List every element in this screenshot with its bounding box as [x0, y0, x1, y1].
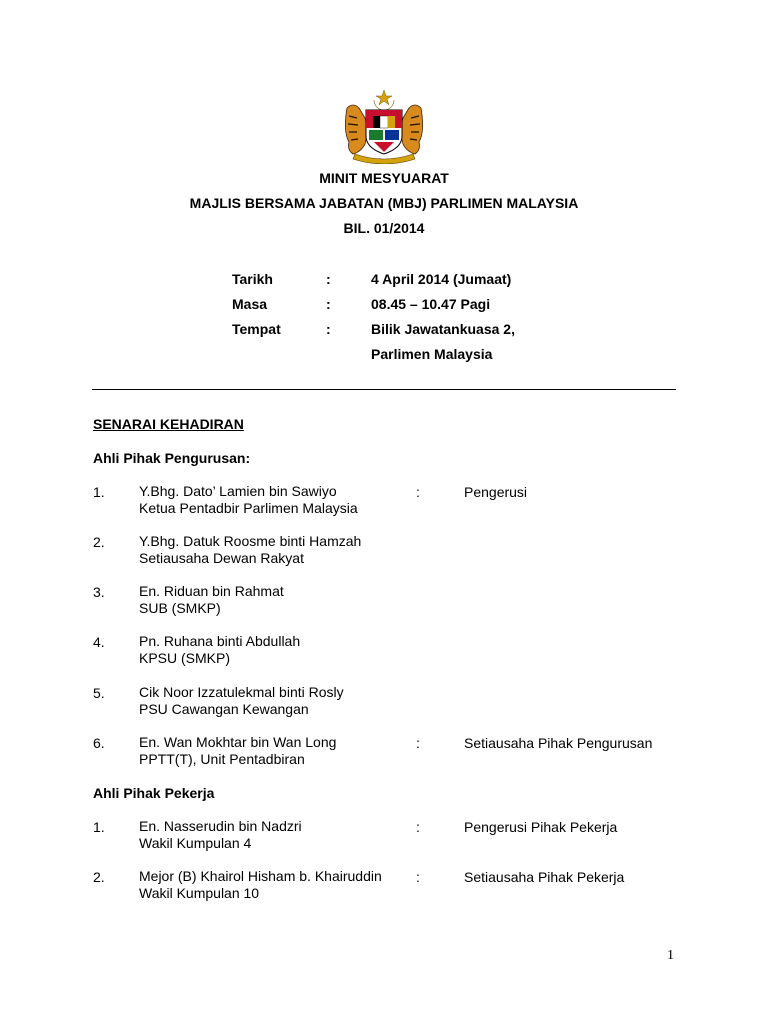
member-name: Mejor (B) Khairol Hisham b. Khairuddin Wakil Kumpulan 10 — [139, 868, 382, 901]
meta-date-value: 4 April 2014 (Jumaat) — [371, 271, 512, 287]
item-number: 3. — [93, 584, 105, 600]
item-number: 2. — [93, 869, 105, 885]
member-name: Y.Bhg. Datuk Roosme binti Hamzah Setiausaha Dewan Rakyat — [139, 533, 362, 566]
meta-time-colon: : — [326, 296, 331, 312]
member-name: Cik Noor Izzatulekmal binti Rosly PSU Cawangan Kewangan — [139, 684, 344, 717]
member-name: En. Riduan bin Rahmat SUB (SMKP) — [139, 583, 284, 616]
item-number: 4. — [93, 634, 105, 650]
doc-subtitle: MAJLIS BERSAMA JABATAN (MBJ) PARLIMEN MALAYSIA — [189, 195, 579, 211]
member-name: En. Nasserudin bin Nadzri Wakil Kumpulan 4 — [139, 818, 302, 851]
coat-of-arms-crest — [341, 88, 427, 164]
member-role: Setiausaha Pihak Pengurusan — [464, 735, 653, 751]
role-colon: : — [416, 819, 420, 835]
member-name: Pn. Ruhana binti Abdullah KPSU (SMKP) — [139, 633, 301, 666]
doc-number: BIL. 01/2014 — [343, 220, 425, 236]
item-number: 5. — [93, 685, 105, 701]
meta-time-label: Masa — [232, 296, 268, 312]
role-colon: : — [416, 735, 420, 751]
management-heading: Ahli Pihak Pengurusan: — [93, 450, 251, 466]
item-number: 1. — [93, 819, 105, 835]
item-number: 2. — [93, 534, 105, 550]
member-name: Y.Bhg. Dato’ Lamien bin Sawiyo Ketua Pentadbir Parlimen Malaysia — [139, 483, 358, 516]
doc-title: MINIT MESYUARAT — [319, 170, 449, 186]
meta-date-label: Tarikh — [232, 271, 273, 287]
page-number: 1 — [667, 948, 674, 963]
attendance-heading: SENARAI KEHADIRAN — [93, 416, 244, 432]
workers-heading: Ahli Pihak Pekerja — [93, 785, 215, 801]
item-number: 1. — [93, 484, 105, 500]
member-role: Pengerusi Pihak Pekerja — [464, 819, 618, 835]
role-colon: : — [416, 869, 420, 885]
horizontal-divider — [92, 389, 676, 390]
member-role: Setiausaha Pihak Pekerja — [464, 869, 625, 885]
role-colon: : — [416, 484, 420, 500]
member-name: En. Wan Mokhtar bin Wan Long PPTT(T), Unit Pentadbiran — [139, 734, 337, 767]
meta-time-value: 08.45 – 10.47 Pagi — [371, 296, 491, 312]
meta-venue-value-line2: Parlimen Malaysia — [371, 346, 493, 362]
meta-venue-colon: : — [326, 321, 331, 337]
meta-venue-label: Tempat — [232, 321, 281, 337]
meta-date-colon: : — [326, 271, 331, 287]
item-number: 6. — [93, 735, 105, 751]
member-role: Pengerusi — [464, 484, 528, 500]
meta-venue-value: Bilik Jawatankuasa 2, — [371, 321, 515, 337]
